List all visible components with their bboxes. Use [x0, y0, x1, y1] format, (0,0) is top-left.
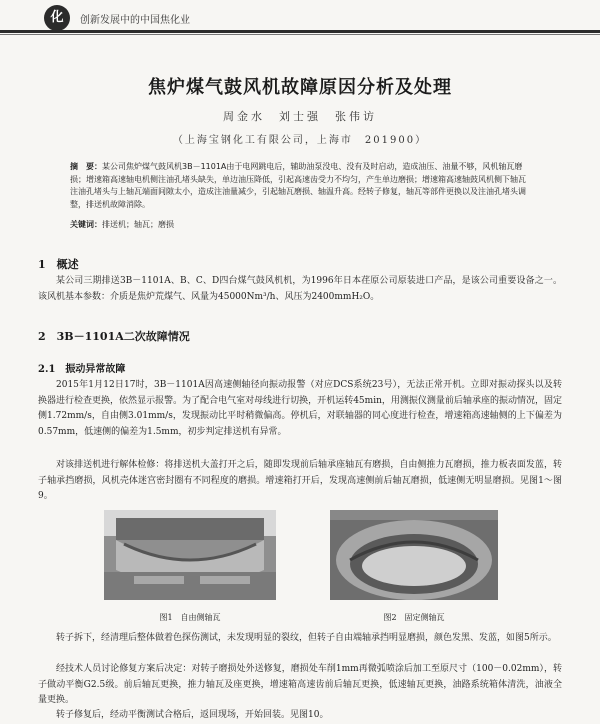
journal-logo: 化 — [44, 5, 70, 31]
section-1-heading: 1 概述 — [38, 258, 79, 271]
paragraph-repair-plan: 经技术人员讨论修复方案后决定：对转子磨损处外送修复，磨损处车削1mm再微弧喷涂后加工至原尺寸（100－0.02mm），转子做动平衡G2.5级。前后轴瓦更换，推力轴瓦及座更换，增速箱高速齿前后轴瓦更换，低速轴瓦更换，油路系统箱体清洗，油液全量更换。 — [38, 664, 562, 705]
keywords-label: 关键词： — [70, 220, 102, 229]
paragraph-reassembly: 转子修复后，经动平衡测试合格后，返回现场，开始回装。见图10。 — [56, 710, 329, 720]
figure-2-caption: 图2 固定侧轴瓦 — [383, 613, 445, 622]
journal-header-text: 创新发展中的中国焦化业 — [80, 15, 190, 26]
keywords-text: 排送机；轴瓦；磨损 — [102, 220, 174, 229]
paper-affiliation: （上海宝钢化工有限公司，上海市 201900） — [172, 135, 428, 146]
paragraph-rotor-inspection: 转子拆下，经清理后整体做着色探伤测试，未发现明显的裂纹，但转子自由端轴承挡明显磨损，颜色发黑、发蓝，如图5所示。 — [56, 633, 557, 643]
abstract — [70, 160, 530, 211]
abstract-label: 摘 要： — [70, 161, 102, 171]
section-2-1-paragraph-2: 对该排送机进行解体检修：将排送机大盖打开之后，随即发现前后轴承座轴瓦有磨损，自由侧推力瓦磨损，推力板表面发蓝，转子轴承挡磨损，风机壳体迷宫密封圈有不同程度的磨损。增速箱打开后，发现高速侧前后轴瓦磨损，低速侧无明显磨损。见图1～图9。 — [38, 460, 562, 501]
section-1-paragraph: 某公司三期排送3B－1101A、B、C、D四台煤气鼓风机机，为1996年日本荏原公司原装进口产品，是该公司重要设备之一。该风机基本参数：介质是焦炉荒煤气、风量为45000Nm³/h、风压为2400mmH₂O。 — [38, 276, 562, 302]
section-2-1-paragraph-1: 2015年1月12日17时，3B－1101A因高速侧轴径向振动报警（对应DCS系统23号），无法正常开机。立即对振动探头以及转换器进行检查更换，依然显示报警。为了配合电气室对母线进行切换，开机运转45min，用测振仪测量前后轴承座的振动情况，固定侧1.72mm/s，自由侧3.01mm/s，发现振动比平时稍微偏高。停机后，对联轴器的同心度进行检查，增速箱高速轴侧的上下偏差为0.57mm，低速侧的偏差为1.5mm，初步判定排送机有异常。 — [38, 380, 562, 437]
header-rule — [0, 30, 600, 33]
abstract-text: 某公司焦炉煤气鼓风机3B－1101A由于电网跳电后，辅助油泵没电、没有及时启动，造成油压、油量不够，风机轴瓦磨损；增速箱高速轴电机侧注油孔堵头缺失，单边油压降低，引起高速齿受力不均匀，产生单边磨损；增速箱高速轴鼓风机侧下轴瓦注油孔堵头与上轴瓦端面间隙太小，造成注油量减少，引起轴瓦磨损、轴温升高。经转子修复，轴瓦等部件更换以及注油孔堵头调整，排送机故障消除。 — [70, 162, 526, 209]
figure-1-caption: 图1 自由侧轴瓦 — [159, 613, 221, 622]
journal-header — [0, 0, 600, 36]
figure-1-photo — [104, 510, 276, 600]
keywords — [70, 219, 530, 231]
section-2-1-heading: 2.1 振动异常故障 — [38, 364, 126, 375]
header-rule-thin — [0, 34, 600, 35]
figure-2-photo — [330, 510, 498, 600]
paper-authors: 周金水 刘士强 张伟访 — [223, 110, 377, 123]
section-2-heading: 2 3B－1101A二次故障情况 — [38, 330, 190, 343]
paper-title: 焦炉煤气鼓风机故障原因分析及处理 — [148, 77, 452, 98]
